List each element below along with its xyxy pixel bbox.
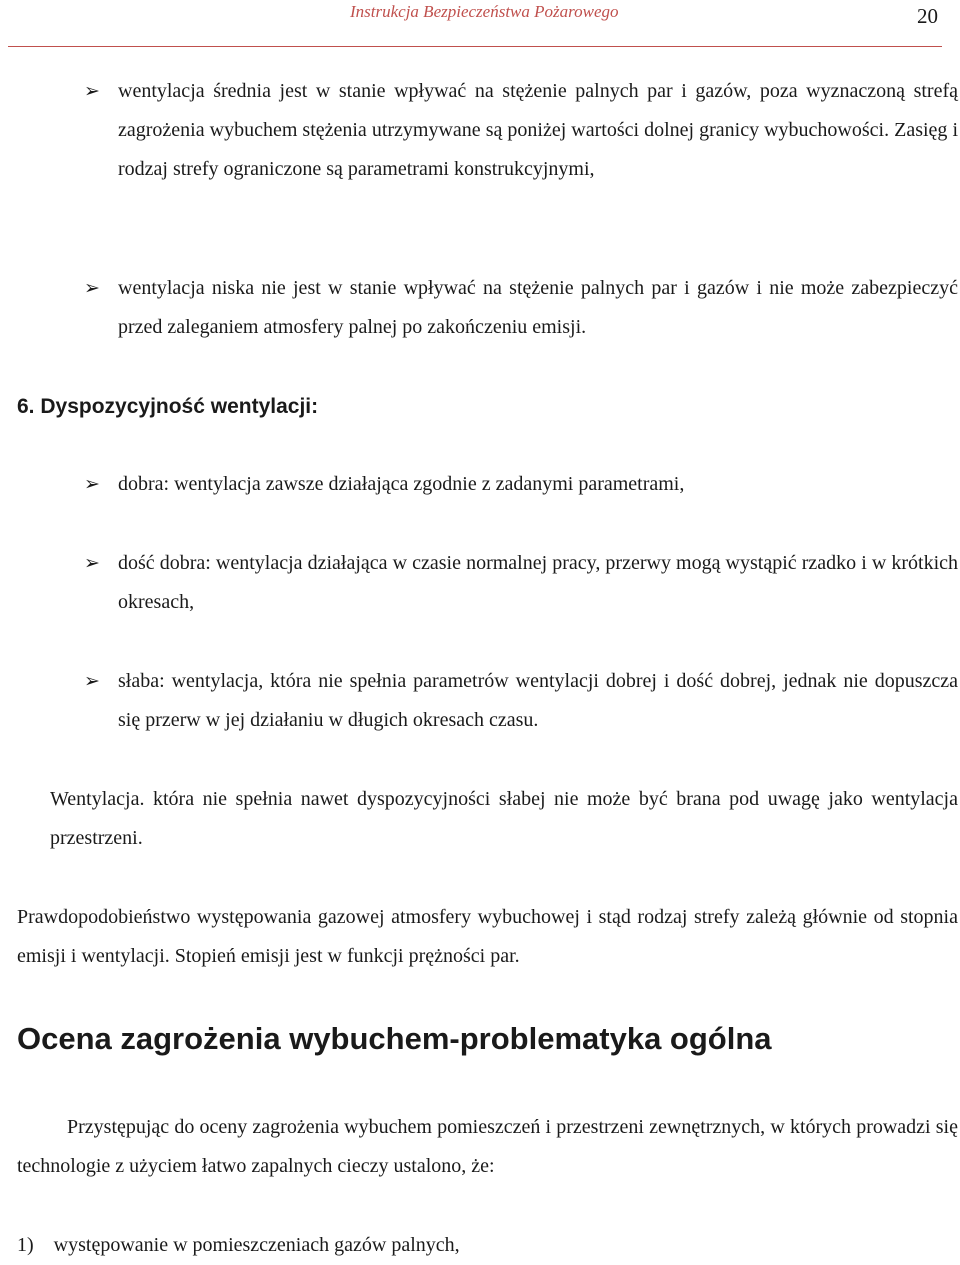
- bullet-arrow-icon: ➢: [84, 81, 100, 102]
- section-heading-assessment: Ocena zagrożenia wybuchem-problematyka ogólna: [17, 1021, 772, 1056]
- availability-note: Wentylacja. która nie spełnia nawet dyspozycyjności słabej nie może być brana pod uwagę jako wentylacja przestrzeni.: [50, 788, 958, 849]
- bullet-arrow-icon: ➢: [84, 278, 100, 299]
- header-divider: [8, 46, 942, 47]
- assessment-intro: Przystępując do oceny zagrożenia wybuchem pomieszczeń i przestrzeni zewnętrznych, w których prowadzi się technologie z użyciem łatwo zapalnych cieczy ustalono, że:: [17, 1116, 958, 1177]
- bullet-ventilation-medium: wentylacja średnia jest w stanie wpływać na stężenie palnych par i gazów, poza wyznaczoną strefą zagrożenia wybuchem stężenia utrzymywane są poniżej wartości dolnej granicy wybuchowości. Zasięg i rodzaj strefy ograniczone są parametrami konstrukcyjnymi,: [118, 80, 958, 180]
- section-heading-availability: 6. Dyspozycyjność wentylacji:: [17, 395, 319, 418]
- page-number: 20: [917, 4, 938, 28]
- paragraph-probability: Prawdopodobieństwo występowania gazowej atmosfery wybuchowej i stąd rodzaj strefy zależą głównie od stopnia emisji i wentylacji. Stopień emisji jest w funkcji prężności par.: [17, 906, 958, 967]
- bullet-arrow-icon: ➢: [84, 474, 100, 495]
- list-item-text: występowanie w pomieszczeniach gazów palnych,: [53, 1234, 460, 1256]
- bullet-availability-poor: słaba: wentylacja, która nie spełnia parametrów wentylacji dobrej i dość dobrej, jednak nie dopuszcza się przerw w jej działaniu w długich okresach czasu.: [118, 670, 958, 731]
- bullet-ventilation-low: wentylacja niska nie jest w stanie wpływać na stężenie palnych par i gazów i nie może zabezpieczyć przed zaleganiem atmosfery palnej po zakończeniu emisji.: [118, 277, 958, 338]
- bullet-availability-good: dobra: wentylacja zawsze działająca zgodnie z zadanymi parametrami,: [118, 473, 685, 495]
- list-item: [17, 1226, 958, 1265]
- bullet-availability-fair: dość dobra: wentylacja działająca w czasie normalnej pracy, przerwy mogą wystąpić rzadko i w krótkich okresach,: [118, 552, 958, 613]
- list-item-number: 1): [17, 1234, 34, 1256]
- bullet-arrow-icon: ➢: [84, 671, 100, 692]
- document-title: Instrukcja Bezpieczeństwa Pożarowego: [350, 2, 619, 21]
- bullet-arrow-icon: ➢: [84, 553, 100, 574]
